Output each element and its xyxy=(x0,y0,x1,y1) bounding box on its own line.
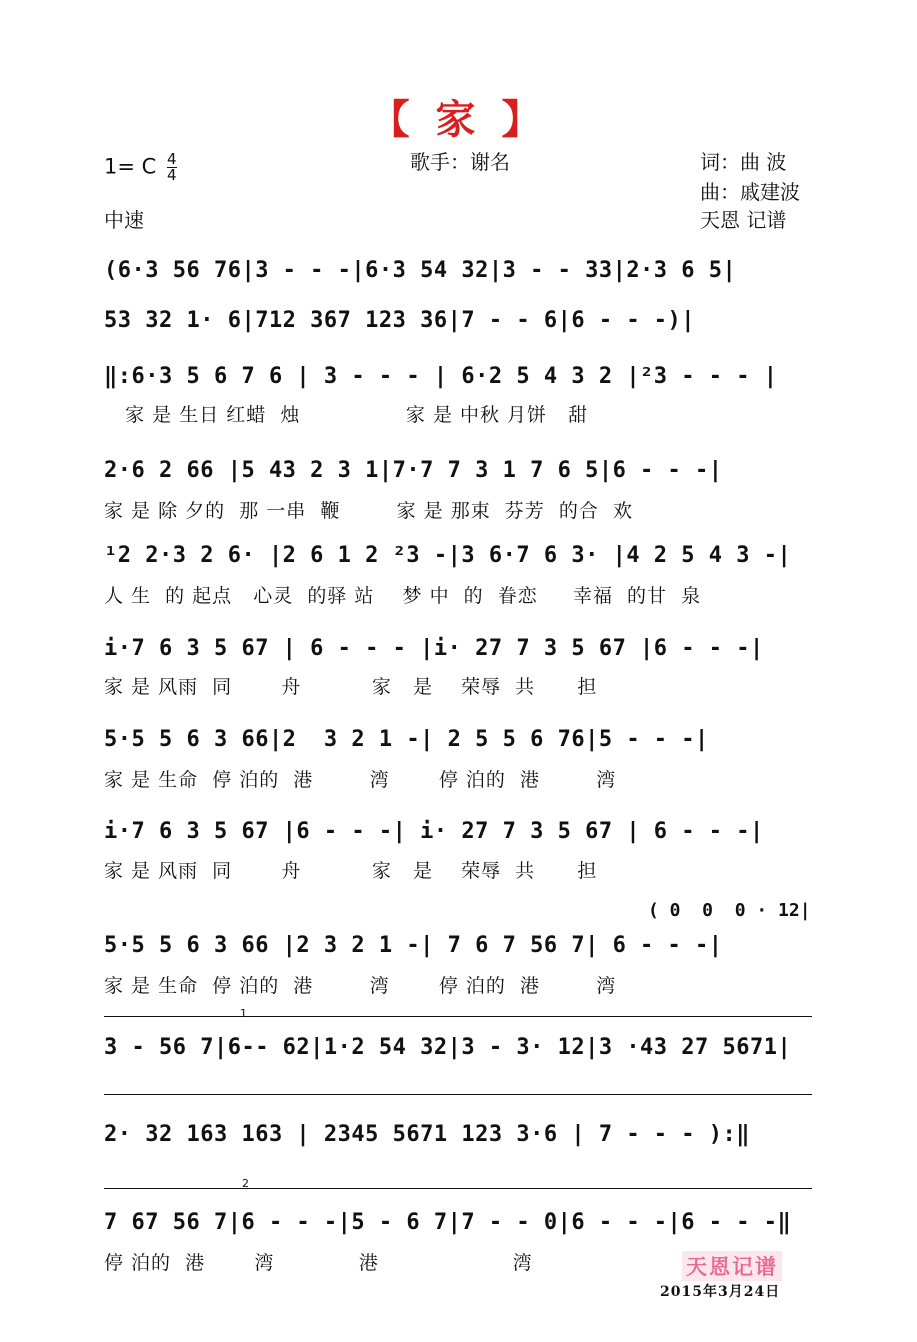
singer: 歌手：谢名 xyxy=(410,150,510,174)
score-row-2 xyxy=(104,308,816,348)
lyrics-line: 停 泊的 港 湾 港 湾 xyxy=(104,1252,533,1274)
key-text: 1= C xyxy=(104,154,157,179)
lyrics-line: 家 是 风雨 同 舟 家 是 荣辱 共 担 xyxy=(104,860,598,882)
key-signature xyxy=(104,152,177,183)
notes-line: (6·3 56 76|3 - - -|6·3 54 32|3 - - 33|2·3 6 5| xyxy=(104,258,737,283)
volta-2-bracket xyxy=(104,1188,812,1189)
score-row-7 xyxy=(104,727,816,797)
notes-line: 2· 32 163 163 | 2345 5671 123 3·6 | 7 - - - ):‖ xyxy=(104,1122,751,1147)
composer: 曲：戚建波 xyxy=(700,180,800,204)
score-row-5 xyxy=(104,543,816,613)
time-top: 4 xyxy=(166,150,177,168)
lyricist: 词：曲 波 xyxy=(700,150,787,174)
lyrics-line: 家 是 生命 停 泊的 港 湾 停 泊的 港 湾 xyxy=(104,769,617,791)
notes-line: 3 - 56 7|6-- 62|1·2 54 32|3 - 3· 12|3 ·43 27 5671| xyxy=(104,1035,792,1060)
lyrics-line: 家 是 生命 停 泊的 港 湾 停 泊的 港 湾 xyxy=(104,975,617,997)
time-signature xyxy=(167,152,177,183)
notes-line: 5·5 5 6 3 66|2 3 2 1 -| 2 5 5 6 76|5 - - -| xyxy=(104,727,709,752)
lyrics-line: 家 是 生日 红蜡 烛 家 是 中秋 月饼 甜 xyxy=(104,404,589,426)
lyrics-line: 人 生 的 起点 心灵 的驿 站 梦 中 的 眷恋 幸福 的甘 泉 xyxy=(104,585,702,607)
notes-line: ‖:6·3 5 6 7 6 | 3 - - - | 6·2 5 4 3 2 |²3 - - - | xyxy=(104,364,778,389)
score-row-4 xyxy=(104,458,816,528)
volta-2-label: 2 xyxy=(242,1177,249,1190)
lyrics-line: 家 是 风雨 同 舟 家 是 荣辱 共 担 xyxy=(104,676,598,698)
notes-line: 2·6 2 66 |5 43 2 3 1|7·7 7 3 1 7 6 5|6 - - -| xyxy=(104,458,723,483)
title-right-bracket: 】 xyxy=(501,97,548,143)
time-bottom: 4 xyxy=(166,166,177,184)
score-row-11 xyxy=(104,1122,816,1162)
notes-line: 7 67 56 7|6 - - -|5 - 6 7|7 - - 0|6 - - -|6 - - -‖ xyxy=(104,1210,792,1235)
title-left-bracket: 【 xyxy=(369,97,416,143)
score-row-1 xyxy=(104,258,816,298)
volta-1-bracket xyxy=(104,1016,812,1017)
transcriber: 天恩 记谱 xyxy=(700,208,787,232)
score-row-6 xyxy=(104,636,816,706)
lyrics-line: 家 是 除 夕的 那 一串 鞭 家 是 那束 芬芳 的合 欢 xyxy=(104,500,633,522)
notes-line: 5·5 5 6 3 66 |2 3 2 1 -| 7 6 7 56 7| 6 - - -| xyxy=(104,933,723,958)
score-row-9 xyxy=(104,933,816,1003)
transcriber-stamp: 天恩记谱 xyxy=(682,1251,782,1281)
notes-line: i·7 6 3 5 67 |6 - - -| i· 27 7 3 5 67 | 6 - - -| xyxy=(104,819,764,844)
notes-line: i·7 6 3 5 67 | 6 - - - |i· 27 7 3 5 67 |6 - - -| xyxy=(104,636,764,661)
song-title xyxy=(0,88,917,145)
notes-line: 53 32 1· 6|712 367 123 36|7 - - 6|6 - - -)| xyxy=(104,308,696,333)
notes-line: ¹2 2·3 2 6· |2 6 1 2 ²3 -|3 6·7 6 3· |4 2 5 4 3 -| xyxy=(104,543,792,568)
tempo: 中速 xyxy=(104,208,144,232)
score-row-8 xyxy=(104,819,816,889)
score-row-3 xyxy=(104,364,816,434)
date: 2015年3月24日 xyxy=(660,1284,781,1300)
score-row-10 xyxy=(104,1035,816,1075)
volta-1-label: 1 xyxy=(240,1007,247,1020)
title-text: 家 xyxy=(435,97,482,143)
divider-line xyxy=(104,1094,812,1095)
pickup-bar: ( 0 0 0 · 12| xyxy=(648,900,811,921)
